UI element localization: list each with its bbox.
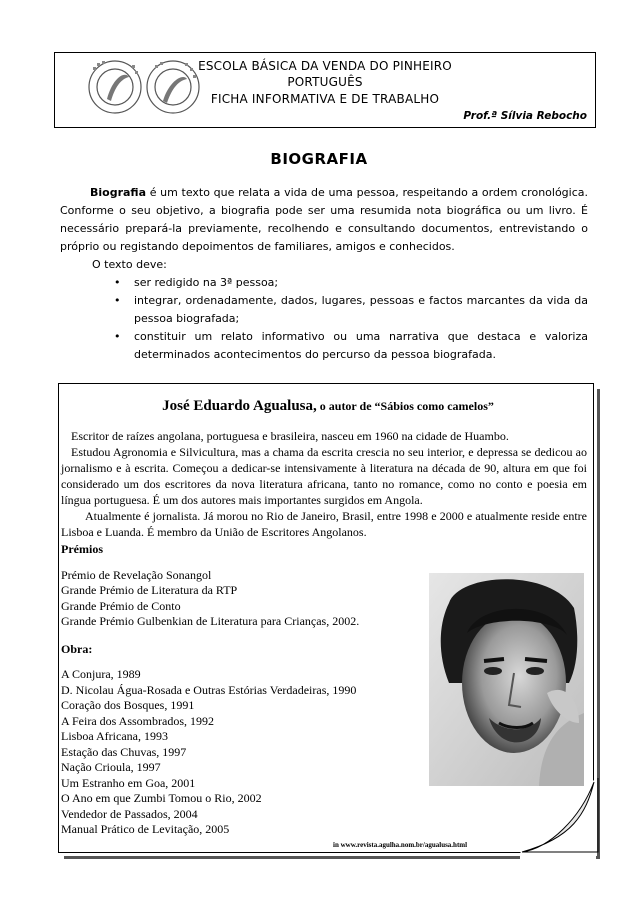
list-item: Um Estranho em Goa, 2001 <box>61 775 196 790</box>
bio-paragraph: Estudou Agronomia e Silvicultura, mas a chama da escrita crescia no seu interior, e depressa se dedicou ao jornalismo e à escrita. Começou a dedicar-se intensivamente à literatura na década de 90, altura em que foi considerado um dos escritores da nova literatura africana, tanto no romance, como no conto e poesia em língua portuguesa. É um dos autores mais importantes surgidos em Angola. <box>61 445 587 507</box>
list-item: A Conjura, 1989 <box>61 667 141 681</box>
works-heading: Obra: <box>61 641 93 656</box>
list-item: Estação das Chuvas, 1997 <box>61 744 187 759</box>
list-item: • ser redigido na 3ª pessoa; <box>114 276 279 289</box>
list-item: Manual Prático de Levitação, 2005 <box>61 822 230 836</box>
intro-text: é um texto que relata a vida de uma pessoa, respeitando a ordem cronológica. Conforme o seu objetivo, a biografia pode ser uma resumida nota biográfica ou um livro. É necessário prepará-la previamente, recolhendo e consultando documentos, entrevistando o próprio ou registando depoimentos de familiares, amigos e conhecidos. <box>60 186 588 253</box>
author-photo <box>429 573 584 786</box>
list-item: Nação Crioula, 1997 <box>61 760 161 774</box>
teacher-name: Prof.ª Sílvia Rebocho <box>463 110 587 122</box>
list-item: Lisboa Africana, 1993 <box>61 729 168 743</box>
sheet-type: FICHA INFORMATIVA E DE TRABALHO <box>210 92 440 106</box>
list-item: Grande Prémio de Conto <box>61 598 181 613</box>
list-item: D. Nicolau Água-Rosada e Outras Estórias Verdadeiras, 1990 <box>61 682 357 697</box>
source-citation: in www.revista.agulha.nom.br/agualusa.html <box>333 841 468 849</box>
bio-paragraph: Escritor de raízes angolana, portuguesa e brasileira, nasceu em 1960 na cidade de Huambo. <box>71 429 509 443</box>
intro-paragraph <box>60 184 588 256</box>
intro-term: Biografia <box>90 186 147 199</box>
school-name: ESCOLA BÁSICA DA VENDA DO PINHEIRO <box>198 59 452 73</box>
biography-text <box>61 428 587 540</box>
school-header <box>54 52 596 128</box>
intro-lead: O texto deve: <box>92 258 167 271</box>
list-item: A Feira dos Assombrados, 1992 <box>61 713 214 728</box>
list-item: Coração dos Bosques, 1991 <box>61 698 195 712</box>
list-item: • integrar, ordenadamente, dados, lugares, pessoas e factos marcantes da vida da pessoa biografada; <box>114 294 588 325</box>
page-title: BIOGRAFIA <box>270 150 368 168</box>
list-item: Grande Prémio Gulbenkian de Literatura para Crianças, 2002. <box>61 614 360 628</box>
page-curl-decoration <box>520 778 600 860</box>
intro-bullets <box>60 274 588 364</box>
list-item: Vendedor de Passados, 2004 <box>61 806 198 821</box>
card-title <box>59 398 597 415</box>
list-item: • constituir um relato informativo ou uma narrativa que destaca e valoriza determinados acontecimentos do percurso da pessoa biografada. <box>114 330 588 361</box>
intro-section <box>60 184 588 364</box>
awards-and-works <box>61 542 421 838</box>
card-subtitle: o autor de “Sábios como camelos” <box>316 399 494 413</box>
subject-name: PORTUGUÊS <box>287 75 363 89</box>
biography-card <box>58 383 594 853</box>
author-name: José Eduardo Agualusa, <box>162 398 317 414</box>
list-item: Grande Prémio de Literatura da RTP <box>61 583 238 597</box>
list-item: O Ano em que Zumbi Tomou o Rio, 2002 <box>61 791 262 805</box>
list-item: Prémio de Revelação Sonangol <box>61 567 212 582</box>
awards-heading: Prémios <box>61 542 103 556</box>
bio-paragraph: Atualmente é jornalista. Já morou no Rio de Janeiro, Brasil, entre 1998 e 2000 e atualmente reside entre Lisboa e Luanda. É membro da União de Escritores Angolanos. <box>61 509 587 539</box>
